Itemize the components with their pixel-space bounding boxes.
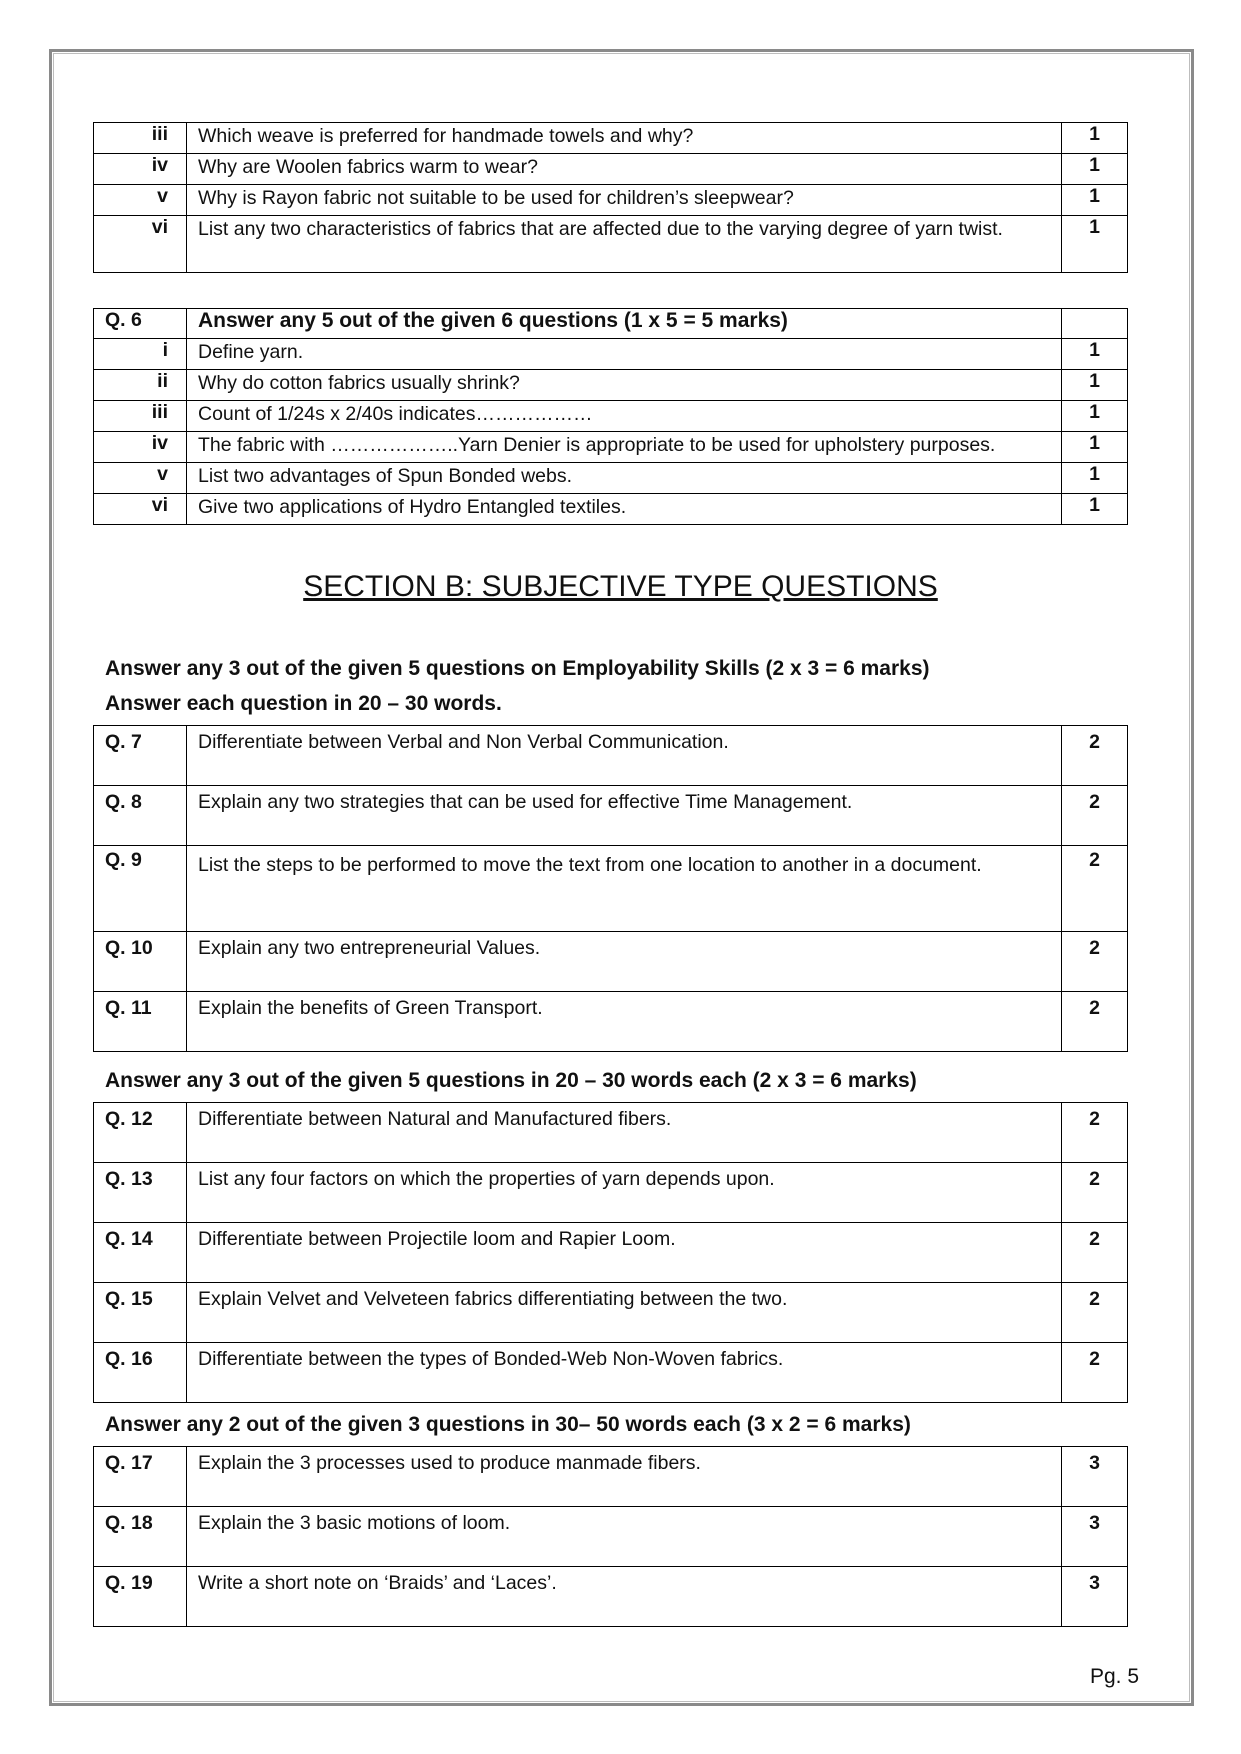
- question-text: Count of 1/24s x 2/40s indicates………………: [187, 401, 1062, 432]
- question-text: Differentiate between Projectile loom and Rapier Loom.: [187, 1223, 1062, 1283]
- table-row: [94, 1343, 1128, 1403]
- question-number: Q. 12: [94, 1103, 187, 1163]
- question-number: Q. 17: [94, 1447, 187, 1507]
- question-number: Q. 9: [94, 846, 187, 932]
- question-text: List the steps to be performed to move the text from one location to another in a document.: [187, 846, 1062, 932]
- question-marks: 2: [1062, 992, 1128, 1052]
- table-row: [94, 339, 1128, 370]
- table-row: [94, 1223, 1128, 1283]
- question-header: Answer any 5 out of the given 6 questions (1 x 5 = 5 marks): [187, 309, 1062, 339]
- employability-table: [93, 725, 1128, 1052]
- question-marks: 1: [1062, 370, 1128, 401]
- instruction-word-limit: Answer each question in 20 – 30 words.: [105, 692, 502, 715]
- question-marks: 1: [1062, 463, 1128, 494]
- instruction-subject-2-marks: Answer any 3 out of the given 5 questions in 20 – 30 words each (2 x 3 = 6 marks): [105, 1069, 917, 1092]
- question-text: Explain any two strategies that can be used for effective Time Management.: [187, 786, 1062, 846]
- q6-table: [93, 308, 1128, 525]
- table-row: [94, 1103, 1128, 1163]
- table-row: [94, 123, 1128, 154]
- page-number: Pg. 5: [1090, 1665, 1140, 1688]
- question-number: iv: [94, 154, 187, 185]
- table-row: [94, 1507, 1128, 1567]
- question-text: Explain the benefits of Green Transport.: [187, 992, 1062, 1052]
- question-marks: 1: [1062, 185, 1128, 216]
- table-row: [94, 370, 1128, 401]
- table-row: [94, 1447, 1128, 1507]
- question-text: Differentiate between Natural and Manufactured fibers.: [187, 1103, 1062, 1163]
- question-number: v: [94, 185, 187, 216]
- question-number: v: [94, 463, 187, 494]
- table-row: [94, 1163, 1128, 1223]
- question-text: The fabric with ………………..Yarn Denier is appropriate to be used for upholstery purposes.: [187, 432, 1062, 463]
- question-text: Why is Rayon fabric not suitable to be used for children’s sleepwear?: [187, 185, 1062, 216]
- question-text: List two advantages of Spun Bonded webs.: [187, 463, 1062, 494]
- question-marks-empty: [1062, 309, 1128, 339]
- table-row: [94, 401, 1128, 432]
- question-text: Write a short note on ‘Braids’ and ‘Laces’.: [187, 1567, 1062, 1627]
- question-number: Q. 19: [94, 1567, 187, 1627]
- table-row: [94, 1283, 1128, 1343]
- question-marks: 2: [1062, 846, 1128, 932]
- question-marks: 1: [1062, 432, 1128, 463]
- question-text: Why do cotton fabrics usually shrink?: [187, 370, 1062, 401]
- question-text: Explain any two entrepreneurial Values.: [187, 932, 1062, 992]
- question-text: Explain the 3 basic motions of loom.: [187, 1507, 1062, 1567]
- question-number: Q. 14: [94, 1223, 187, 1283]
- question-number: Q. 7: [94, 726, 187, 786]
- question-text: Which weave is preferred for handmade towels and why?: [187, 123, 1062, 154]
- question-text: Why are Woolen fabrics warm to wear?: [187, 154, 1062, 185]
- question-text: List any two characteristics of fabrics that are affected due to the varying degree of yarn twist.: [187, 216, 1062, 273]
- question-number: iv: [94, 432, 187, 463]
- question-number: iii: [94, 123, 187, 154]
- question-number: vi: [94, 216, 187, 273]
- question-marks: 1: [1062, 154, 1128, 185]
- question-marks: 2: [1062, 1103, 1128, 1163]
- question-number: vi: [94, 494, 187, 525]
- question-marks: 3: [1062, 1567, 1128, 1627]
- table-row: [94, 1567, 1128, 1627]
- question-number: Q. 18: [94, 1507, 187, 1567]
- table-row: [94, 786, 1128, 846]
- question-marks: 2: [1062, 932, 1128, 992]
- table-row: [94, 932, 1128, 992]
- table-row: [94, 463, 1128, 494]
- question-number: Q. 8: [94, 786, 187, 846]
- question-marks: 3: [1062, 1447, 1128, 1507]
- question-number: Q. 6: [94, 309, 187, 339]
- section-title: SECTION B: SUBJECTIVE TYPE QUESTIONS: [303, 570, 938, 603]
- question-marks: 1: [1062, 216, 1128, 273]
- question-text: Explain Velvet and Velveteen fabrics differentiating between the two.: [187, 1283, 1062, 1343]
- question-marks: 1: [1062, 123, 1128, 154]
- table-row: [94, 494, 1128, 525]
- question-text: Differentiate between the types of Bonded-Web Non-Woven fabrics.: [187, 1343, 1062, 1403]
- question-marks: 1: [1062, 339, 1128, 370]
- table-row: [94, 846, 1128, 932]
- question-text: Define yarn.: [187, 339, 1062, 370]
- question-marks: 3: [1062, 1507, 1128, 1567]
- question-text: Explain the 3 processes used to produce manmade fibers.: [187, 1447, 1062, 1507]
- subject-2-marks-table: [93, 1102, 1128, 1403]
- question-marks: 2: [1062, 1223, 1128, 1283]
- question-number: Q. 10: [94, 932, 187, 992]
- table-row: [94, 992, 1128, 1052]
- question-marks: 2: [1062, 1163, 1128, 1223]
- question-text: List any four factors on which the properties of yarn depends upon.: [187, 1163, 1062, 1223]
- q5-continuation-table: [93, 122, 1128, 273]
- table-header-row: [94, 309, 1128, 339]
- instruction-employability: Answer any 3 out of the given 5 questions on Employability Skills (2 x 3 = 6 marks): [105, 657, 930, 680]
- instruction-subject-3-marks: Answer any 2 out of the given 3 questions in 30– 50 words each (3 x 2 = 6 marks): [105, 1413, 911, 1436]
- question-marks: 2: [1062, 1283, 1128, 1343]
- question-marks: 2: [1062, 1343, 1128, 1403]
- table-row: [94, 216, 1128, 273]
- question-marks: 1: [1062, 401, 1128, 432]
- question-number: i: [94, 339, 187, 370]
- question-marks: 2: [1062, 726, 1128, 786]
- table-row: [94, 185, 1128, 216]
- question-text: Give two applications of Hydro Entangled textiles.: [187, 494, 1062, 525]
- table-row: [94, 432, 1128, 463]
- subject-3-marks-table: [93, 1446, 1128, 1627]
- question-text: Differentiate between Verbal and Non Verbal Communication.: [187, 726, 1062, 786]
- question-number: iii: [94, 401, 187, 432]
- question-number: Q. 13: [94, 1163, 187, 1223]
- question-number: Q. 11: [94, 992, 187, 1052]
- question-number: ii: [94, 370, 187, 401]
- table-row: [94, 154, 1128, 185]
- question-number: Q. 15: [94, 1283, 187, 1343]
- table-row: [94, 726, 1128, 786]
- question-marks: 1: [1062, 494, 1128, 525]
- question-number: Q. 16: [94, 1343, 187, 1403]
- question-marks: 2: [1062, 786, 1128, 846]
